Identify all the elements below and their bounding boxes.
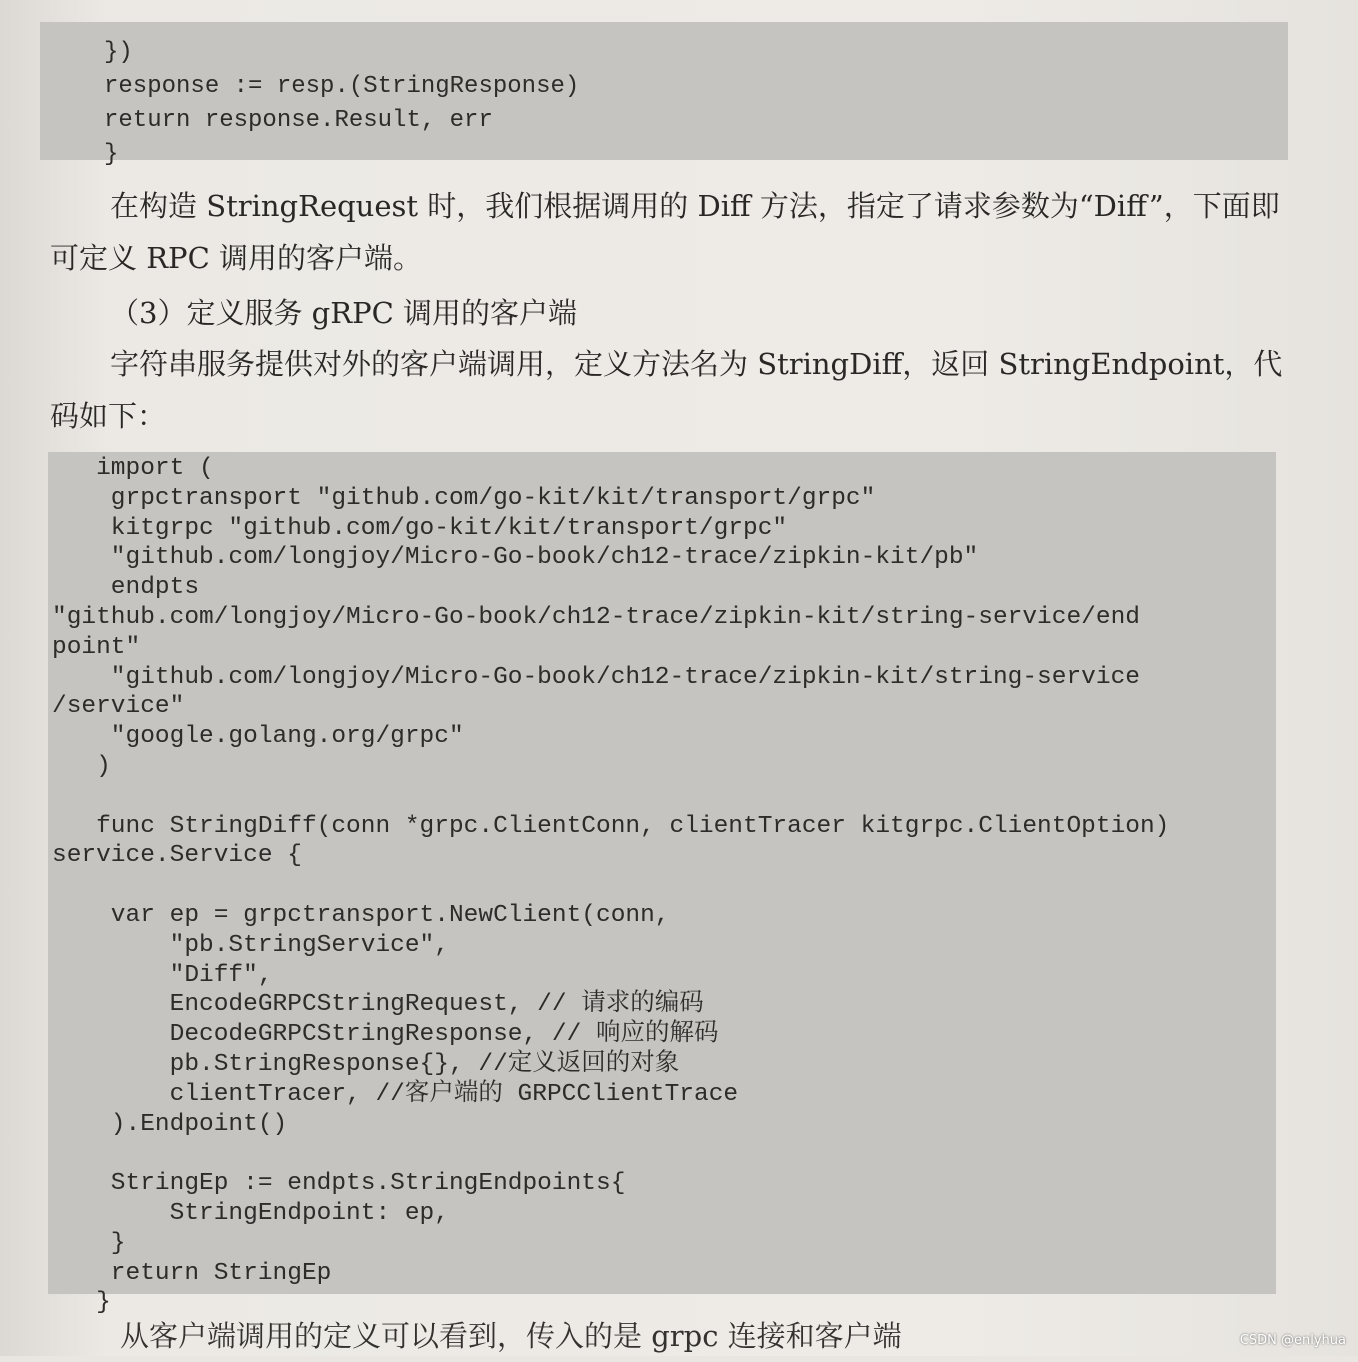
code-block-main (48, 452, 1276, 1317)
code-text: }) response := resp.(StringResponse) return response.Result, err } (104, 39, 580, 168)
code-text: import ( grpctransport "github.com/go-kit/kit/transport/grpc" kitgrpc "github.com/go-kit/kit/transport/grpc" "github.com/longjoy/Micro-Go-book/ch12-trace/zipkin-kit/pb" endpts "github.com/longjoy/Micro-Go-book/ch12-trace/zipkin-kit/string-service/end point" "github.com/longjoy/Micro-Go-book/ch12-trace/zipkin-kit/string-service /service" "google.golang.org/grpc" ) func StringDiff(conn *grpc.ClientConn, clientTracer kitgrpc.ClientOption) service.Service { var ep = grpctransport.NewClient(conn, "pb.StringService", "Diff", EncodeGRPCStringRequest, // 请求的编码 DecodeGRPCStringResponse, // 响应的解码 pb.StringResponse{}, //定义返回的对象 clientTracer, //客户端的 GRPCClientTrace ).Endpoint() StringEp := endpts.StringEndpoints{ StringEndpoint: ep, } return StringEp } (52, 455, 1170, 1317)
paragraph-stringrequest: 在构造 StringRequest 时，我们根据调用的 Diff 方法，指定了请求参数为“Diff”，下面即可定义 RPC 调用的客户端。 (50, 189, 1280, 275)
watermark: CSDN @enlyhua (1239, 1333, 1346, 1348)
code-block-top (40, 22, 1288, 168)
paragraph-stringdiff: 字符串服务提供对外的客户端调用，定义方法名为 StringDiff，返回 StringEndpoint，代码如下： (50, 347, 1283, 433)
paragraph-client-definition: 从客户端调用的定义可以看到，传入的是 grpc 连接和客户端 (120, 1319, 902, 1353)
section-heading: （3）定义服务 gRPC 调用的客户端 (110, 296, 577, 330)
